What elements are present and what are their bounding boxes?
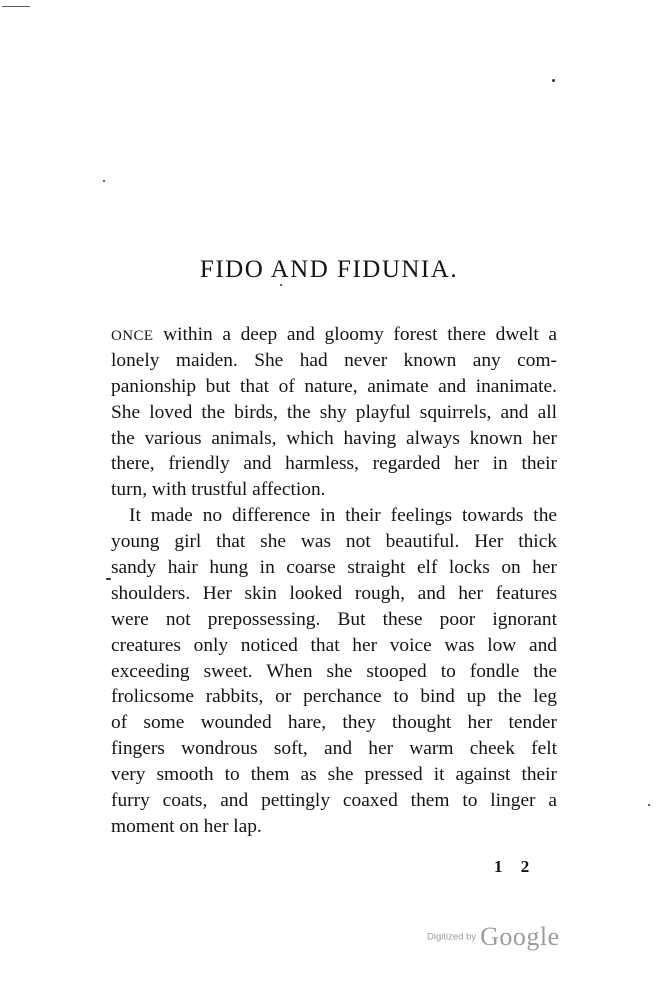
text-line xyxy=(111,322,557,348)
digitized-watermark xyxy=(427,922,560,952)
scan-speck xyxy=(103,180,105,182)
text-line: moment on her lap. xyxy=(111,815,262,837)
text-line: panionship but that of nature, animate and inanimate. xyxy=(111,375,557,397)
text-line: there, friendly and harmless, regarded her in their xyxy=(111,453,557,475)
text-line: young girl that she was not beautiful. Her thick xyxy=(111,531,557,553)
text-line: turn, with trustful affection. xyxy=(111,479,326,501)
body-text xyxy=(111,322,557,840)
text-line: sandy hair hung in coarse straight elf locks on her xyxy=(111,557,557,579)
text-line: of some wounded hare, they thought her tender xyxy=(111,712,557,734)
text-line: exceeding sweet. When she stooped to fondle the xyxy=(111,660,557,682)
text-line: creatures only noticed that her voice was low and xyxy=(111,634,557,656)
text-line: It made no difference in their feelings towards the xyxy=(129,505,557,527)
page-number: 1 2 xyxy=(494,857,537,876)
google-logo: Google xyxy=(480,922,560,951)
scan-speck xyxy=(552,79,555,82)
scan-speck xyxy=(280,284,282,286)
watermark-prefix: Digitized by xyxy=(427,931,477,943)
text-line: frolicsome rabbits, or perchance to bind up the leg xyxy=(111,686,557,708)
text-line: were not prepossessing. But these poor ignorant xyxy=(111,608,557,630)
text-line: shoulders. Her skin looked rough, and her features xyxy=(111,582,557,604)
scan-speck xyxy=(648,804,650,806)
text-line: very smooth to them as she pressed it against their xyxy=(111,764,557,786)
page-title: FIDO AND FIDUNIA. xyxy=(199,256,459,283)
text-line: the various animals, which having always known her xyxy=(111,427,557,449)
line-text: within a deep and gloomy forest there dwelt a xyxy=(153,324,557,345)
top-edge-rule xyxy=(2,6,30,7)
text-line: She loved the birds, the shy playful squirrels, and all xyxy=(111,401,557,423)
text-line: fingers wondrous soft, and her warm cheek felt xyxy=(111,738,557,760)
text-line: furry coats, and pettingly coaxed them to linger a xyxy=(111,790,557,812)
drop-word: ONCE xyxy=(111,328,154,344)
text-line: lonely maiden. She had never known any com- xyxy=(111,349,557,371)
